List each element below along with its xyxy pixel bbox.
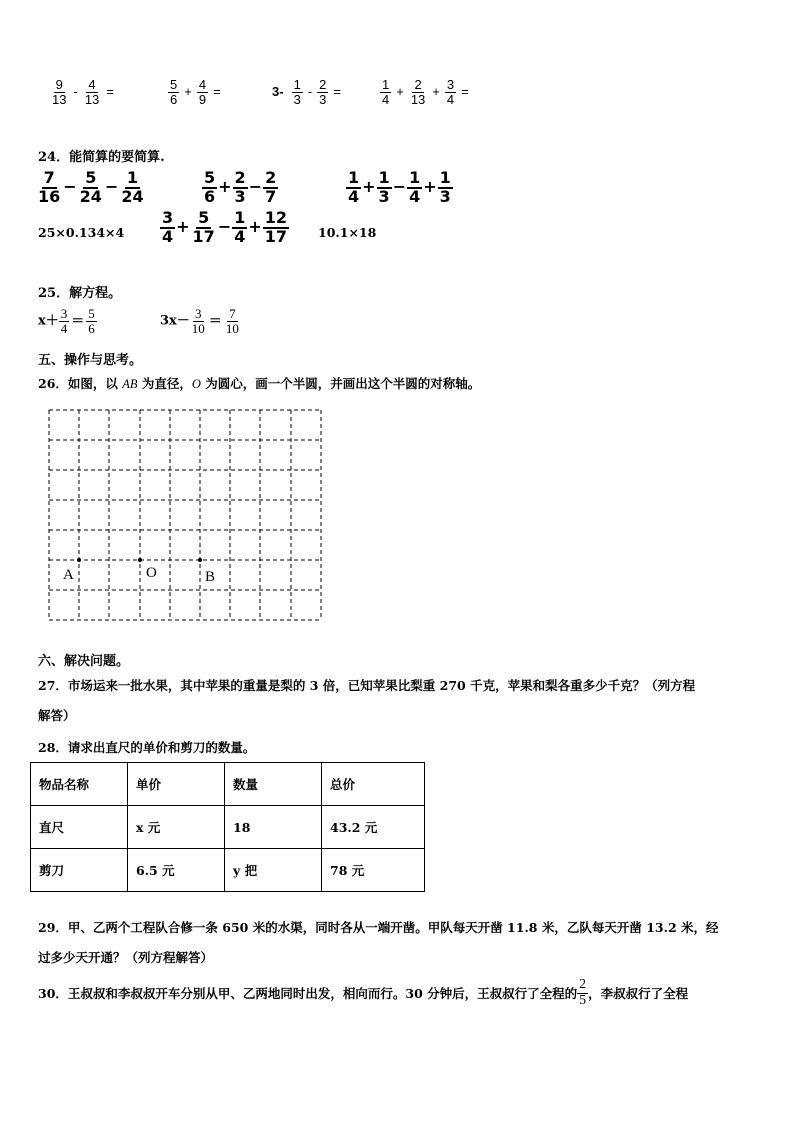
table-header-cell: 物品名称 xyxy=(31,763,128,806)
table-cell: 6.5 元 xyxy=(128,849,225,892)
point-o-dot xyxy=(138,558,142,562)
q26-text: 26．如图，以 AB 为直径，O 为圆心，画一个半圆，并画出这个半圆的对称轴。 xyxy=(38,376,481,391)
q29-line-2: 过多少天开通？（列方程解答） xyxy=(38,950,214,965)
table-cell: 78 元 xyxy=(322,849,425,892)
q27-line-2: 解答） xyxy=(38,708,76,723)
q28-table xyxy=(30,762,425,892)
section-6-heading: 六、解决问题。 xyxy=(38,654,130,669)
section-5-heading: 五、操作与思考。 xyxy=(38,353,143,368)
q25-equation-1: x＋ $\frac{3}{4}$ ＝ $\frac{5}{6}$ xyxy=(38,306,95,336)
q24-title: 24．能简算的要简算. xyxy=(38,150,165,165)
table-row xyxy=(31,849,425,892)
q24-expr-3: $\frac{1}{4}$ + $\frac{1}{3}$ − $\frac{1}{4}$ + $\frac{1}{3}$ xyxy=(348,168,451,206)
table-header-cell: 单价 xyxy=(128,763,225,806)
q30-text: 30．王叔叔和李叔叔开车分别从甲、乙两地同时出发，相向而行。30 分钟后，王叔叔行了全程的 $\frac{2}{5}$ ，李叔叔行了全程 xyxy=(38,977,689,1008)
point-a-dot xyxy=(77,558,81,562)
table-header-row xyxy=(31,763,425,806)
table-row xyxy=(31,806,425,849)
q28-title: 28．请求出直尺的单价和剪刀的数量。 xyxy=(38,740,256,755)
table-header-cell: 数量 xyxy=(225,763,322,806)
point-a-label: A xyxy=(63,567,74,583)
q27-line-1: 27．市场运来一批水果，其中苹果的重量是梨的 3 倍，已知苹果比梨重 270 千克，苹果和梨各重多少千克？（列方程 xyxy=(38,678,696,693)
calc-expr-3: 3- $\frac{1}{3}$ - $\frac{2}{3}$ = xyxy=(272,77,341,107)
calc-expr-4: $\frac{1}{4}$ + $\frac{2}{13}$ + $\frac{3}{4}$ = xyxy=(382,77,469,107)
point-b-dot xyxy=(198,558,202,562)
q29-line-1: 29．甲、乙两个工程队合修一条 650 米的水渠，同时各从一端开凿。甲队每天开凿 11.8 米，乙队每天开凿 13.2 米，经 xyxy=(38,920,719,935)
q24-expr-5: $\frac{3}{4}$ + $\frac{5}{17}$ − $\frac{1}{4}$ + $\frac{12}{17}$ xyxy=(162,208,288,246)
q24-expr-1: $\frac{7}{16}$ − $\frac{5}{24}$ − $\frac{1}{24}$ xyxy=(38,168,144,206)
q24-expr-2: $\frac{5}{6}$ + $\frac{2}{3}$ − $\frac{2}{7}$ xyxy=(204,168,277,206)
q25-equation-2: 3x－ $\frac{3}{10}$ ＝ $\frac{7}{10}$ xyxy=(160,306,239,336)
table-cell: 直尺 xyxy=(31,806,128,849)
calc-expr-2: $\frac{5}{6}$ + $\frac{4}{9}$ = xyxy=(170,77,221,107)
q24-expr-4: 25×0.134×4 xyxy=(38,225,125,240)
q25-title: 25．解方程。 xyxy=(38,286,122,301)
fraction: $\frac{2}{5}$ xyxy=(579,977,587,1008)
table-cell: 18 xyxy=(225,806,322,849)
table-header-cell: 总价 xyxy=(322,763,425,806)
table-cell: y 把 xyxy=(225,849,322,892)
fraction: $\frac{4}{13}$ xyxy=(84,77,100,107)
dashed-grid xyxy=(40,400,330,628)
fraction: $\frac{9}{13}$ xyxy=(52,77,67,107)
calc-expr-1: $\frac{9}{13}$ - $\frac{4}{13}$ = xyxy=(52,77,114,107)
table-cell: 剪刀 xyxy=(31,849,128,892)
table-cell: x 元 xyxy=(128,806,225,849)
point-o-label: O xyxy=(146,565,157,581)
q24-expr-6: 10.1×18 xyxy=(318,225,377,240)
table-cell: 43.2 元 xyxy=(322,806,425,849)
point-b-label: B xyxy=(205,569,216,585)
